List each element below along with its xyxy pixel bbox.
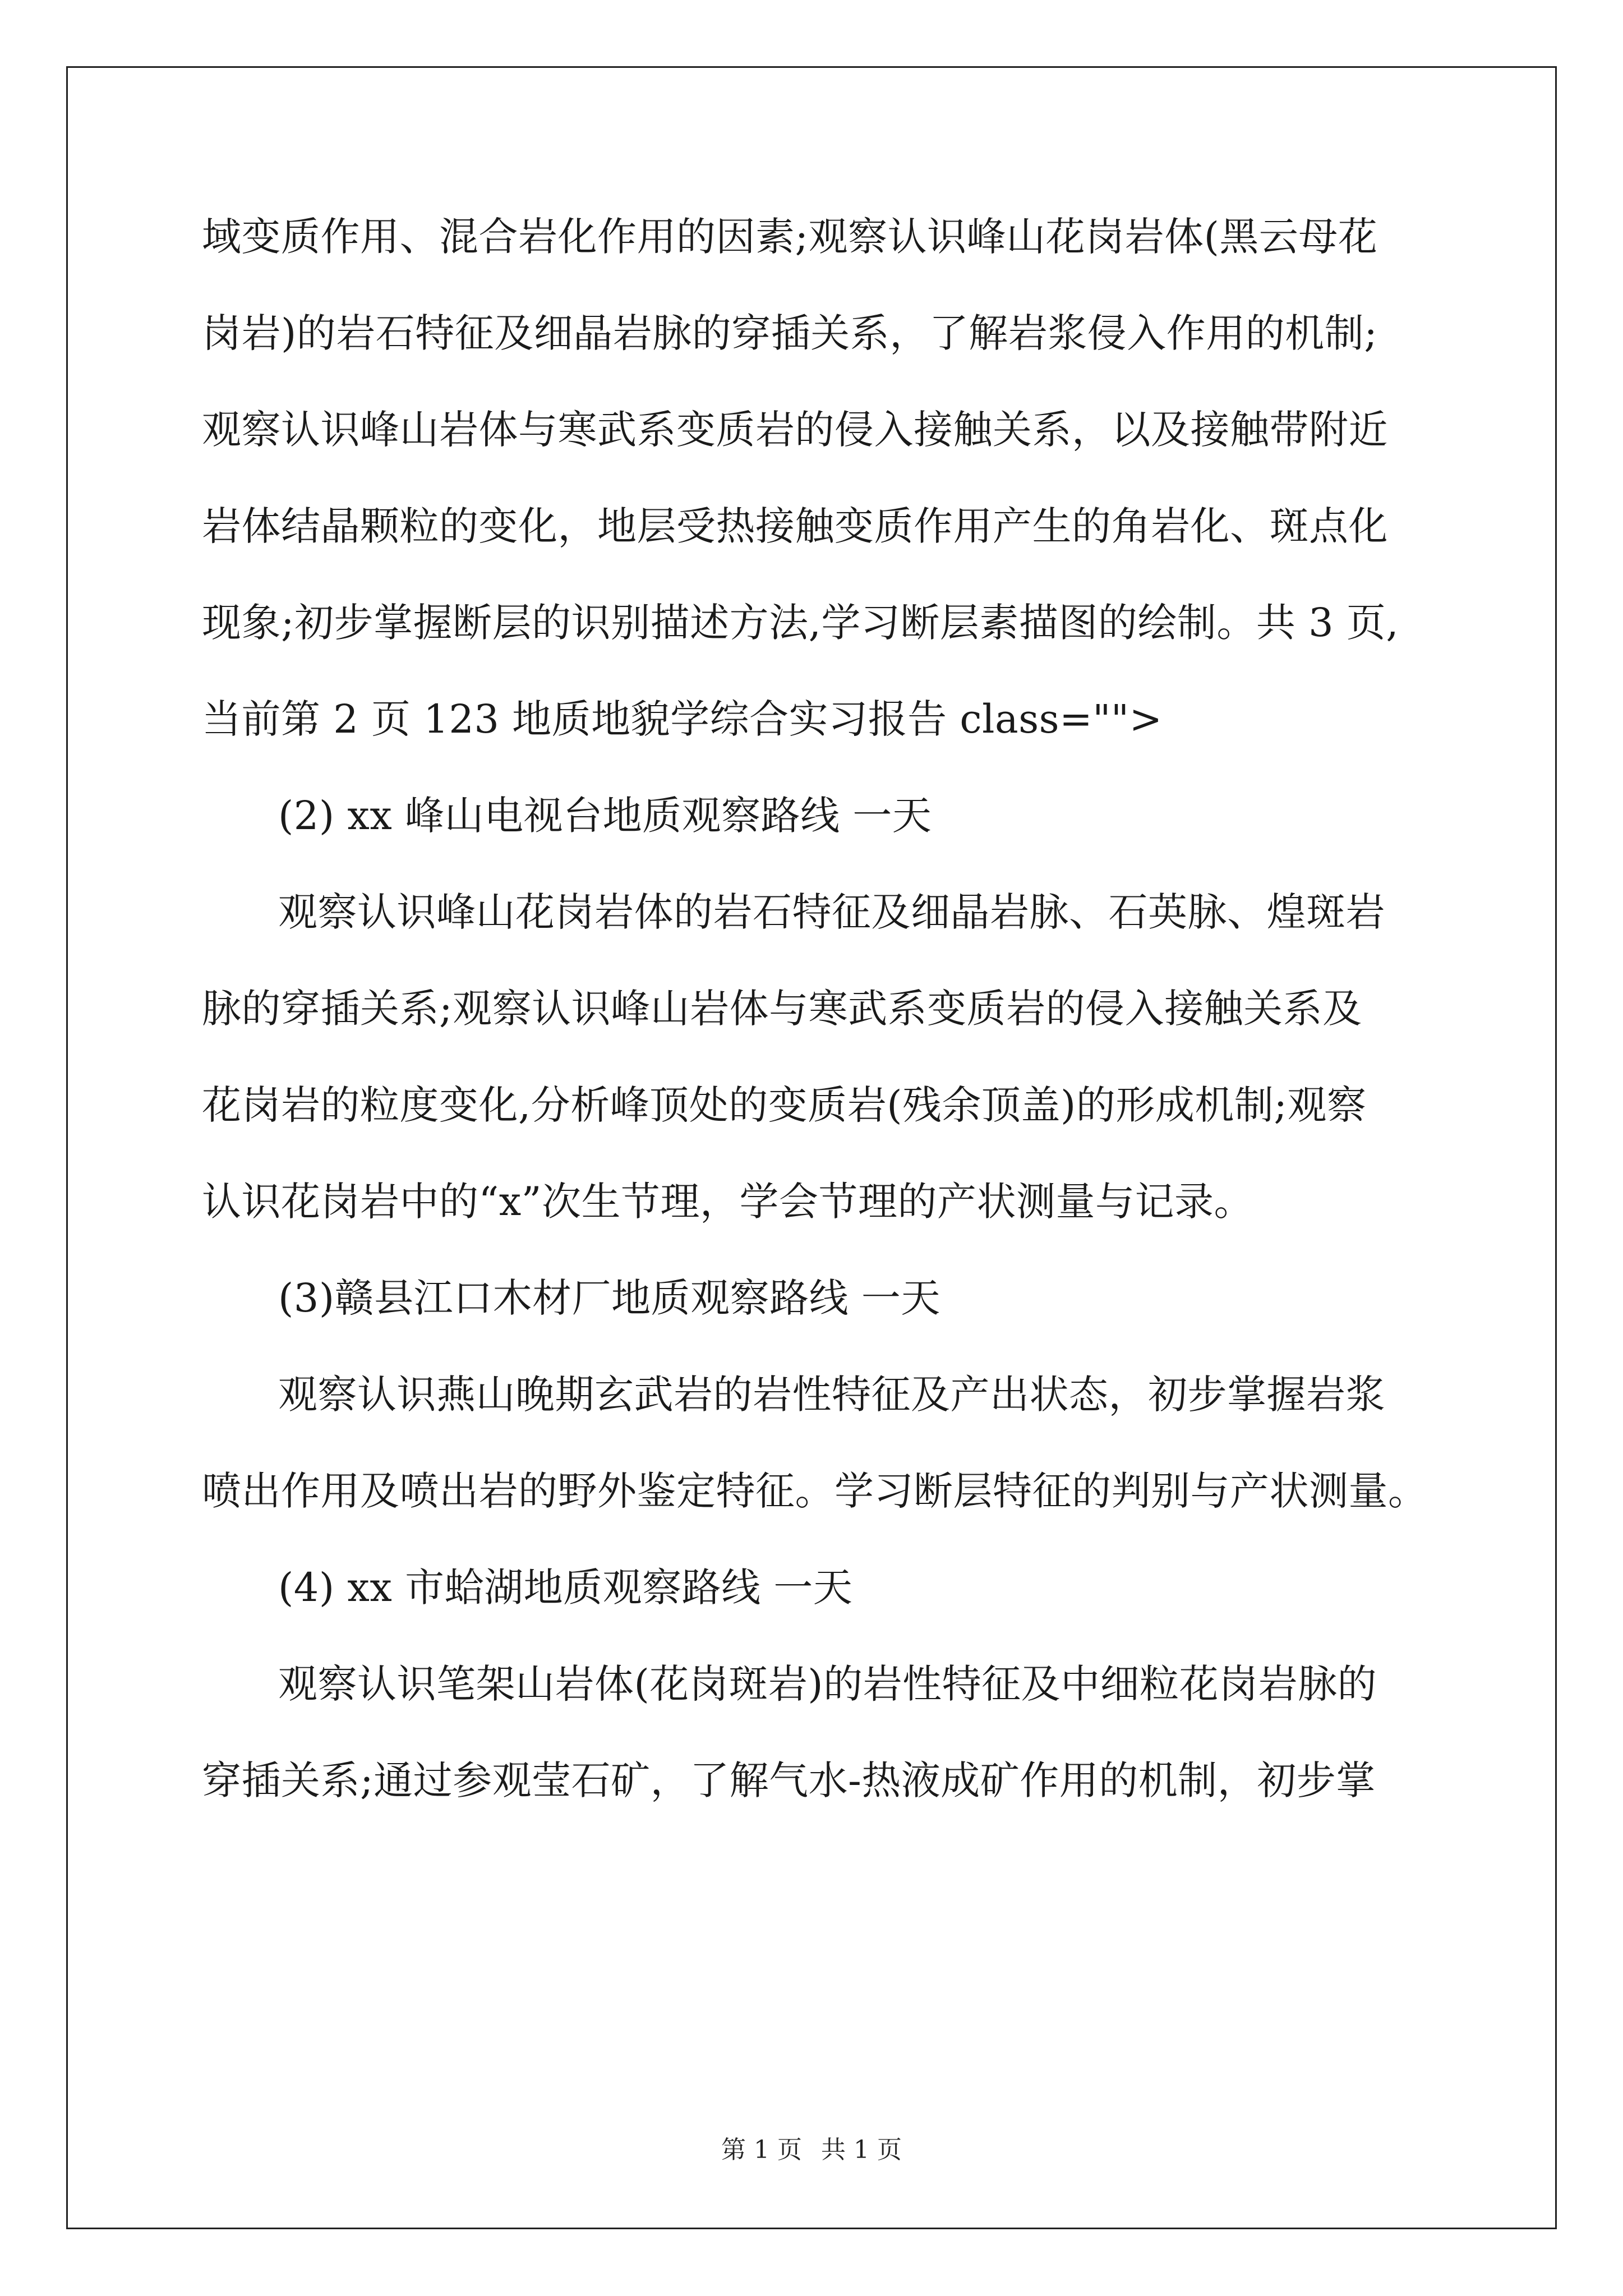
text-line: 域变质作用、混合岩化作用的因素;观察认识峰山花岗岩体(黑云母花 [202, 214, 1378, 260]
page-footer [0, 2129, 1623, 2165]
text-line: 观察认识燕山晚期玄武岩的岩性特征及产出状态，初步掌握岩浆 [278, 1372, 1385, 1418]
text-line: 观察认识峰山花岗岩体的岩石特征及细晶岩脉、石英脉、煌斑岩 [278, 889, 1385, 935]
text-line: 认识花岗岩中的“x”次生节理，学会节理的产状测量与记录。 [202, 1179, 1254, 1225]
text-line: 脉的穿插关系;观察认识峰山岩体与寒武系变质岩的侵入接触关系及 [202, 986, 1362, 1032]
text-line: 穿插关系;通过参观莹石矿，了解气水-热液成矿作用的机制，初步掌 [202, 1757, 1376, 1803]
text-line: 现象;初步掌握断层的识别描述方法,学习断层素描图的绘制。共 3 页, [202, 600, 1399, 646]
section-heading: (4) xx 市蛤湖地质观察路线 一天 [278, 1565, 853, 1611]
text-line: 观察认识峰山岩体与寒武系变质岩的侵入接触关系，以及接触带附近 [202, 407, 1388, 453]
page-frame [66, 66, 1557, 2229]
text-line: 岩体结晶颗粒的变化，地层受热接触变质作用产生的角岩化、斑点化 [202, 503, 1388, 549]
text-line: 花岗岩的粒度变化,分析峰顶处的变质岩(残余顶盖)的形成机制;观察 [202, 1082, 1367, 1128]
text-line: 观察认识笔架山岩体(花岗斑岩)的岩性特征及中细粒花岗岩脉的 [278, 1661, 1377, 1707]
section-heading: (2) xx 峰山电视台地质观察路线 一天 [278, 793, 932, 839]
text-line: 喷出作用及喷出岩的野外鉴定特征。学习断层特征的判别与产状测量。 [202, 1468, 1428, 1514]
text-line: 当前第 2 页 123 地质地貌学综合实习报告 class=""> [202, 696, 1163, 742]
page-total: 共 1 页 [821, 2136, 902, 2164]
page-number: 第 1 页 [721, 2136, 802, 2164]
text-line: 岗岩)的岩石特征及细晶岩脉的穿插关系，了解岩浆侵入作用的机制; [202, 310, 1378, 356]
section-heading: (3)赣县江口木材厂地质观察路线 一天 [278, 1275, 940, 1321]
